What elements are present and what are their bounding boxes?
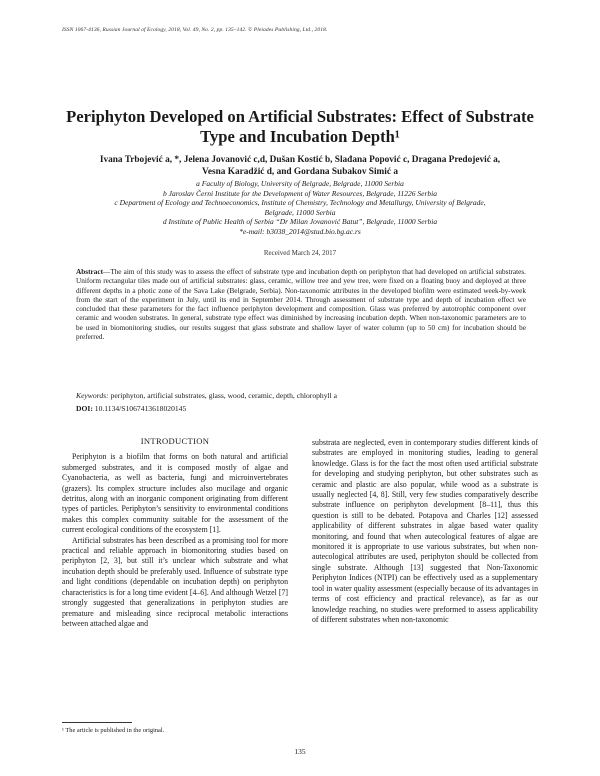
affiliation-c-city: Belgrade, 11000 Serbia <box>264 207 336 217</box>
abstract-label: Abstract <box>76 268 103 276</box>
page-number: 135 <box>294 747 306 756</box>
section-heading: INTRODUCTION <box>140 436 210 446</box>
intro-paragraph-1: Periphyton is a biofilm that forms on both natural and artificial submerged substrates, and it is composed mostly of algae and Cyanobacteria, as well as bacteria, fungi and microinvertebrates (grazers). Its complex structure includes also mucilage and organic detritus, along with an inorganic component originating from different types of particles. Periphyton’s sensitivity to environmental conditions makes this complex community suitable for the assessment of the current ecological conditions of the ecosystem [1]. <box>62 452 288 535</box>
authors-line-2: Vesna Karadžić d, and Gordana Subakov Simić a <box>202 167 398 177</box>
affiliation-d: d Institute of Public Health of Serbia “Dr Milan Jovanović Batut”, Belgrade, 11000 Serbia <box>162 217 438 227</box>
affiliation-b: b Jaroslav Černi Institute for the Development of Water Resources, Belgrade, 11226 Serbia <box>163 188 437 198</box>
title-line-1: Periphyton Developed on Artificial Substrates: Effect of Substrate <box>66 107 534 126</box>
affiliation-c: c Department of Ecology and Technoeconomics, Institute of Chemistry, Technology and Metallurgy, University of Belgrade, <box>114 198 486 208</box>
footnote-divider <box>62 722 132 723</box>
corresponding-email: *e-mail: b3038_2014@stud.bio.bg.ac.rs <box>239 226 361 236</box>
doi-label: DOI: <box>76 404 93 413</box>
author-list <box>40 154 560 178</box>
intro-paragraph-3: substrata are neglected, even in contemporary studies different kinds of substrates are employed in monitoring studies, leading to general knowledge. Glass is for the fact the most often used artificial substrate for developing and studying periphyton, but other substrates such as ceramic and plastic are also popular, while wood as a substrate is usually neglected [4, 8]. Still, very few studies comparatively describe substrate influence on periphyton development [8–11], thus this question is still to be debated. Potapova and Charles [12] assessed applicability of different substrates in algae based water quality monitoring, and found that when autecological features of algae are monitored it is appropriate to use various substrates, but when non-autecological attributes are used, periphyton should be collected from single substrate. Although [13] suggested that Non-Taxonomic Periphyton Indices (NTPI) can be effectively used as a supplementary tool in water quality assessment (especially because of its advantages in terms of cost efficiency and practical relevance), as far as our knowledge reaching, no studies were preformed to assess applicability of different substrates when non-taxonomic <box>312 438 538 624</box>
abstract-text: —The aim of this study was to assess the effect of substrate type and incubation depth on periphyton that had developed on artificial substrates. Uniform rectangular tiles made out of artificial substrates: glass, ceramic, willow tree and yew tree, were fixed on a floating buoy and deployed at three different depths in a photic zone of the Sava Lake (Belgrade, Serbia). Non-taxonomic attributes in the developed biofilm were estimated week-by-week from the start of the experiment in July, until its end in September 2014. Through assessment of substrate type and depth of incubation effect we concluded that these parameters for the fact influence periphyton development and composition. Glass was preferred by autotrophic component over ceramic and wooden substrates. In general, substrate type effect was diminished by increasing incubation depth. When non-taxonomic parameters are to be used in biomonitoring studies, our results suggest that glass substrate and shallow layer of water column (up to 50 cm) for incubation should be preferred. <box>76 268 526 341</box>
received-date: Received March 24, 2017 <box>263 249 337 257</box>
journal-header: ISSN 1067-4136, Russian Journal of Ecology, 2018, Vol. 49, No. 2, pp. 135–142. © Pleiades Publishing, Ltd., 2018. <box>62 27 328 33</box>
left-column <box>62 436 288 629</box>
keywords-text: periphyton, artificial substrates, glass, wood, ceramic, depth, chlorophyll a <box>108 391 338 400</box>
doi-link[interactable]: 10.1134/S1067413618020145 <box>92 404 187 413</box>
keywords <box>76 391 536 401</box>
abstract <box>76 268 526 342</box>
intro-paragraph-2: Artificial substrates has been described as a promising tool for more practical and reliable approach in biomonitoring studies based on periphyton [2, 3], but still it’s unclear which substrate and what incubation depth should be preferably used. Influence of substrate type and light conditions (dependable on incubation depth) on periphyton characteristics is for a long time evident [4–6]. And although Wetzel [7] strongly suggested that generalizations in periphyton studies are premature and misleading since reciprocal metabolic interactions between attached algae and <box>62 535 288 628</box>
affiliations <box>40 179 560 237</box>
title-line-2: Type and Incubation Depth¹ <box>200 127 400 146</box>
doi <box>76 404 536 414</box>
paper-title <box>40 107 560 147</box>
authors-line-1: Ivana Trbojević a, *, Jelena Jovanović c,d, Dušan Kostić b, Slađana Popović c, Dragana Predojević a, <box>99 155 501 165</box>
keywords-label: Keywords: <box>76 391 109 400</box>
affiliation-a: a Faculty of Biology, University of Belgrade, Belgrade, 11000 Serbia <box>196 179 404 188</box>
footnote: ¹ The article is published in the original. <box>62 727 165 734</box>
right-column <box>312 438 538 625</box>
